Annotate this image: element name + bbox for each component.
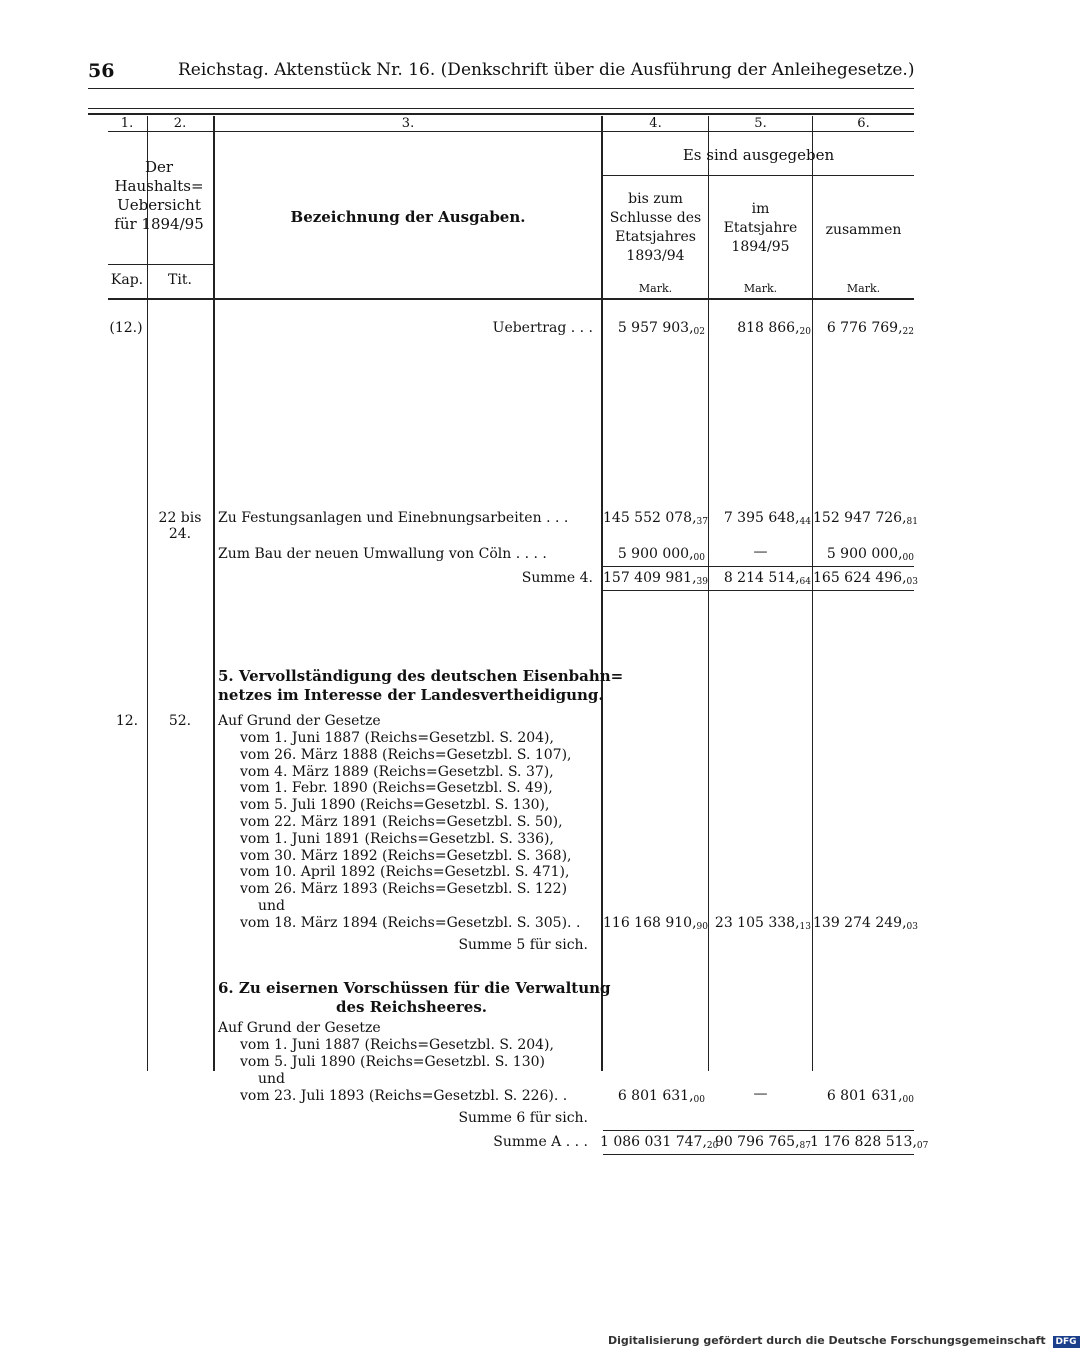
law-line: vom 5. Juli 1890 (Reichs=Gesetzbl. S. 130), [240, 797, 550, 814]
uebertrag-kap: (12.) [109, 320, 143, 336]
coeln-label: Zum Bau der neuen Umwallung von Cöln . . . . [218, 546, 547, 562]
summe4-rule [603, 590, 914, 591]
section6-intro: Auf Grund der Gesetze [218, 1020, 381, 1036]
law-line: vom 1. Juni 1887 (Reichs=Gesetzbl. S. 204), [240, 730, 554, 746]
section5-v4: 116 168 $910,_{90}$ [603, 915, 708, 932]
es-sind-rule [602, 175, 914, 176]
section5-heading-line: 5. Vervollständigung des deutschen Eisenbahn= [218, 667, 624, 685]
summe4-v5: 8 214 $514,_{64}$ [723, 570, 811, 587]
festung-v5: 7 395 $648,_{44}$ [723, 510, 811, 527]
page-number: 56 [88, 60, 115, 82]
section5-intro: Auf Grund der Gesetze [218, 713, 381, 729]
unit-col4: Mark. [638, 282, 673, 295]
unit-col6: Mark. [846, 282, 881, 295]
tit-header: Tit. [168, 272, 192, 288]
unit-col5: Mark. [743, 282, 778, 295]
footer-credit [608, 1334, 1080, 1348]
summeA-label: Summe A . . . [493, 1134, 588, 1150]
uebertrag-label: Uebertrag . . . [492, 320, 593, 336]
col-number-3: 3. [401, 116, 415, 131]
col-line-5-6b [812, 176, 813, 1071]
section6-summe: Summe 6 für sich. [458, 1110, 588, 1126]
law-line: vom 10. April 1892 (Reichs=Gesetzbl. S. 471), [240, 864, 570, 881]
top-rule-3 [88, 113, 914, 115]
law-line: vom 26. März 1893 (Reichs=Gesetzbl. S. 122) [240, 881, 568, 898]
top-rule-2 [88, 108, 914, 109]
coeln-v6: 5 900 $000,_{00}$ [826, 546, 914, 563]
haushalt-line: Haushalts= [114, 177, 204, 195]
law-line: und [258, 897, 285, 914]
section6-v4: 6 801 $631,_{00}$ [617, 1088, 705, 1105]
summe4-v6: 165 624 $496,_{03}$ [813, 570, 918, 587]
summe4-label: Summe 4. [521, 570, 593, 586]
col-line-2-3 [213, 116, 215, 1071]
section5-tit: 52. [168, 713, 192, 729]
col-number-1: 1. [120, 116, 134, 131]
top-rule-1 [88, 88, 914, 89]
law-line: vom 1. Febr. 1890 (Reichs=Gesetzbl. S. 49), [240, 780, 553, 797]
section6-v6: 6 801 $631,_{00}$ [826, 1088, 914, 1105]
col5-header-line: Etatsjahre [723, 220, 798, 236]
summeA-v6: 1 176 828 $513,_{07}$ [810, 1134, 929, 1151]
col-number-2: 2. [173, 116, 187, 131]
section6-laws [240, 1037, 567, 1105]
coeln-sum-rule [603, 566, 914, 567]
summeA-v5: 90 796 $765,_{87}$ [714, 1134, 811, 1151]
section6-v5: — [753, 1086, 768, 1102]
uebertrag-v5: 818 $866,_{20}$ [737, 320, 811, 337]
law-line: vom 1. Juni 1887 (Reichs=Gesetzbl. S. 204), [240, 1037, 554, 1053]
festung-label: Zu Festungsanlagen und Einebnungsarbeiten . . . [218, 510, 569, 526]
col5-header-line: im [751, 201, 770, 217]
law-line: vom 26. März 1888 (Reichs=Gesetzbl. S. 107), [240, 746, 572, 763]
section6-heading-line: 6. Zu eisernen Vorschüssen für die Verwaltung [218, 979, 611, 997]
section6-heading [218, 979, 611, 1017]
page-title: Reichstag. Aktenstück Nr. 16. (Denkschrift über die Ausführung der Anleihegesetze.) [178, 60, 915, 80]
law-line: vom 18. März 1894 (Reichs=Gesetzbl. S. 305). . [240, 914, 581, 931]
col4-header-line: Etatsjahres [615, 229, 696, 245]
kap-header: Kap. [110, 272, 144, 288]
law-line: vom 22. März 1891 (Reichs=Gesetzbl. S. 50), [240, 813, 563, 830]
col4-header [603, 190, 708, 266]
law-line: vom 30. März 1892 (Reichs=Gesetzbl. S. 368), [240, 847, 572, 864]
haushalt-line: Uebersicht [117, 196, 201, 214]
coeln-v5: — [753, 544, 768, 560]
col4-header-line: 1893/94 [626, 248, 685, 264]
haushalt-line: für 1894/95 [114, 215, 204, 233]
col4-header-line: Schlusse des [609, 210, 702, 226]
summeA-bottom-rule [603, 1154, 914, 1155]
section5-laws [240, 730, 580, 932]
section5-v5: 23 105 $338,_{13}$ [714, 915, 811, 932]
col6-header: zusammen [825, 222, 902, 238]
haushalt-header [104, 158, 214, 234]
uebertrag-v4: 5 957 $903,_{02}$ [617, 320, 705, 337]
summeA-v4: 1 086 031 $747,_{20}$ [600, 1134, 719, 1151]
col-number-4: 4. [649, 116, 662, 131]
law-line: vom 23. Juli 1893 (Reichs=Gesetzbl. S. 226). . [240, 1088, 568, 1104]
bezeichnung-header: Bezeichnung der Ausgaben. [290, 208, 526, 226]
haushalt-rule [108, 264, 213, 265]
summeA-rule [603, 1130, 914, 1131]
festung-v4: 145 552 $078,_{37}$ [603, 510, 708, 527]
haushalt-line: Der [144, 158, 174, 176]
law-line: vom 1. Juni 1891 (Reichs=Gesetzbl. S. 336), [240, 830, 554, 847]
col5-header [709, 200, 812, 257]
col4-header-line: bis zum [628, 191, 683, 207]
col-number-5: 5. [754, 116, 767, 131]
summe4-v4: 157 409 $981,_{39}$ [603, 570, 708, 587]
section5-heading [218, 667, 623, 705]
section5-kap: 12. [115, 713, 139, 729]
law-line: vom 4. März 1889 (Reichs=Gesetzbl. S. 37), [240, 763, 554, 780]
col-number-6: 6. [857, 116, 870, 131]
col5-header-line: 1894/95 [731, 239, 790, 255]
dfg-logo: DFG [1053, 1336, 1080, 1348]
festung-v6: 152 947 $726,_{81}$ [813, 510, 918, 527]
es-sind-header: Es sind ausgegeben [682, 146, 835, 164]
header-bottom-rule [108, 298, 914, 300]
col-line-4-5b [708, 176, 709, 1071]
coeln-v4: 5 900 $000,_{00}$ [617, 546, 705, 563]
col-line-1-2 [147, 116, 148, 1071]
section5-v6: 139 274 $249,_{03}$ [813, 915, 918, 932]
section5-heading-line: netzes im Interesse der Landesvertheidigung. [218, 686, 604, 704]
footer-text: Digitalisierung gefördert durch die Deutsche Forschungsgemeinschaft [608, 1334, 1046, 1347]
festung-tit: 22 bis 24. [158, 510, 202, 542]
column-number-rule [108, 131, 914, 132]
law-line: vom 5. Juli 1890 (Reichs=Gesetzbl. S. 130) [240, 1054, 545, 1070]
law-line: und [258, 1071, 285, 1087]
section6-heading-line: des Reichsheeres. [336, 998, 487, 1016]
uebertrag-v6: 6 776 $769,_{22}$ [826, 320, 914, 337]
section5-summe: Summe 5 für sich. [458, 937, 588, 953]
